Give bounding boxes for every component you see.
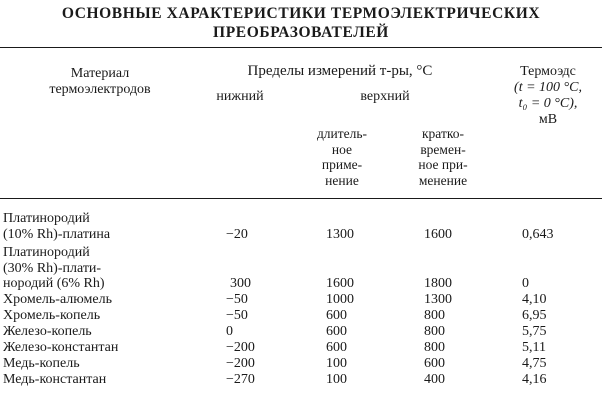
row-6-short: 800 <box>424 340 445 355</box>
row-2-short: 1800 <box>424 276 452 291</box>
top-rule <box>0 47 602 48</box>
row-4-short: 800 <box>424 308 445 323</box>
header-emf-line-4: мВ <box>538 112 558 127</box>
row-5-emf: 5,75 <box>522 324 547 339</box>
row-2-long: 1600 <box>326 276 354 291</box>
row-4-lower: −50 <box>226 308 248 323</box>
row-6-lower: −200 <box>226 340 255 355</box>
row-7-emf: 4,75 <box>522 356 547 371</box>
header-long-term-line-4: нение <box>325 172 359 188</box>
row-7-long: 100 <box>326 356 347 371</box>
header-short-term-line-2: времен- <box>420 141 466 157</box>
row-2-name-line-1: Платинородий <box>3 245 90 260</box>
header-short-term-line-1: кратко- <box>422 126 464 141</box>
row-8-emf: 4,16 <box>522 372 547 387</box>
header-short-term <box>403 126 483 188</box>
table-row <box>0 371 602 389</box>
header-short-term-line-4: менение <box>418 172 468 188</box>
header-material <box>20 66 180 98</box>
header-bottom-rule <box>0 198 602 199</box>
table-title-line-2: ПРЕОБРАЗОВАТЕЛЕЙ <box>213 24 389 41</box>
header-emf-line-3: t₀ = 0 °С), <box>518 96 578 111</box>
header-upper: верхний <box>360 89 410 104</box>
row-1-name-line-2: (10% Rh)-платина <box>3 227 111 242</box>
header-long-term <box>307 126 377 188</box>
table-title-line-1: ОСНОВНЫЕ ХАРАКТЕРИСТИКИ ТЕРМОЭЛЕКТРИЧЕСКИХ <box>61 5 541 22</box>
row-8-name: Медь-константан <box>3 372 107 387</box>
row-3-long: 1000 <box>326 292 354 307</box>
row-2-name-line-2: (30% Rh)-плати- <box>3 261 102 276</box>
row-7-lower: −200 <box>226 356 255 371</box>
header-lower: нижний <box>216 89 264 104</box>
header-long-term-line-2: ное <box>331 141 353 157</box>
row-1-short: 1600 <box>424 227 452 242</box>
row-1-lower: −20 <box>226 227 248 242</box>
row-4-emf: 6,95 <box>522 308 547 323</box>
header-material-line-2: термоэлектродов <box>49 82 151 97</box>
row-1-emf: 0,643 <box>522 227 554 242</box>
table-title <box>0 4 602 42</box>
row-1-long: 1300 <box>326 227 354 242</box>
row-3-lower: −50 <box>226 292 248 307</box>
header-long-term-line-3: приме- <box>321 157 363 172</box>
row-6-long: 600 <box>326 340 347 355</box>
row-6-emf: 5,11 <box>522 340 546 355</box>
header-limits: Пределы измерений т-ры, °С <box>247 63 433 79</box>
row-2-lower: 300 <box>230 276 251 291</box>
row-4-long: 600 <box>326 308 347 323</box>
row-3-short: 1300 <box>424 292 452 307</box>
row-5-lower: 0 <box>226 324 233 339</box>
row-3-name: Хромель-алюмель <box>3 292 112 307</box>
row-4-name: Хромель-копель <box>3 308 101 323</box>
header-emf-line-1: Термоэдс <box>520 64 576 79</box>
row-8-short: 400 <box>424 372 445 387</box>
row-5-long: 600 <box>326 324 347 339</box>
row-2-name-line-3: нородий (6% Rh) <box>3 276 105 291</box>
row-5-name: Железо-копель <box>3 324 92 339</box>
header-long-term-line-1: длитель- <box>316 126 368 141</box>
row-7-name: Медь-копель <box>3 356 80 371</box>
row-7-short: 600 <box>424 356 445 371</box>
row-5-short: 800 <box>424 324 445 339</box>
header-emf <box>498 64 598 128</box>
row-8-lower: −270 <box>226 372 255 387</box>
header-short-term-line-3: ное при- <box>418 157 468 172</box>
row-8-long: 100 <box>326 372 347 387</box>
row-6-name: Железо-константан <box>3 340 119 355</box>
row-3-emf: 4,10 <box>522 292 547 307</box>
row-1-name-line-1: Платинородий <box>3 211 90 226</box>
row-2-emf: 0 <box>522 276 529 291</box>
header-material-line-1: Материал <box>70 66 130 81</box>
header-emf-line-2: (t = 100 °С, <box>514 80 582 95</box>
